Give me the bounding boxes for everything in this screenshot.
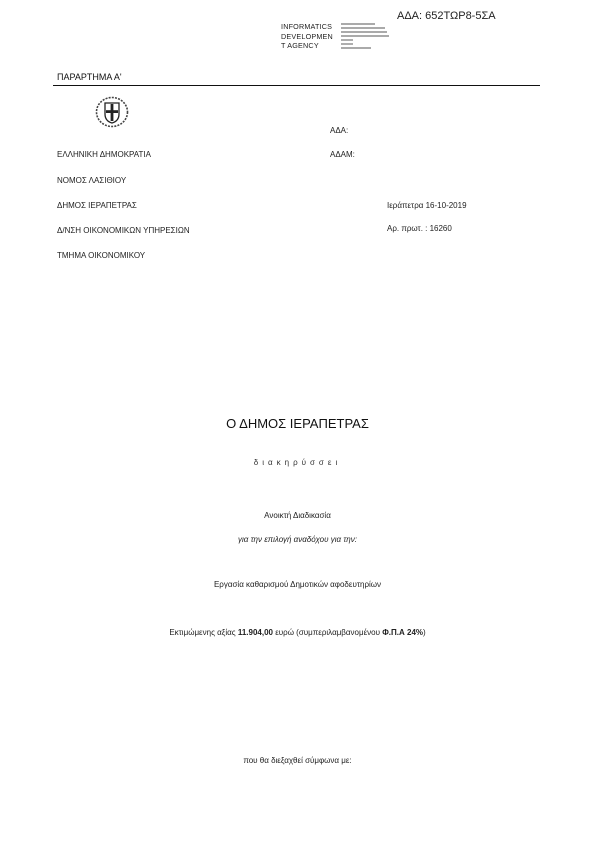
contract-subject: Εργασία καθαρισμού Δημοτικών αφοδευτηρίων	[213, 580, 382, 589]
announces-heading: διακηρύσσει	[253, 458, 342, 467]
ada-stamp: ΑΔΑ: 652ΤΩΡ8-5ΣΑ	[397, 10, 496, 22]
closing-line: που θα διεξαχθεί σύμφωνα με:	[243, 756, 352, 765]
agency-line-2: DEVELOPMEN	[281, 31, 333, 41]
authority-line: ΔΗΜΟΣ ΙΕΡΑΠΕΤΡΑΣ	[57, 201, 137, 210]
value-close: )	[423, 628, 426, 637]
value-prefix: Εκτιμώμενης αξίας	[169, 628, 238, 637]
digital-signature-mark	[341, 22, 401, 54]
authority-line: Δ/ΝΣΗ ΟΙΚΟΝΟΜΙΚΩΝ ΥΠΗΡΕΣΙΩΝ	[57, 226, 190, 235]
greek-coat-of-arms-icon	[95, 96, 129, 128]
purpose-line: για την επιλογή αναδόχου για την:	[238, 535, 357, 544]
authority-line: ΕΛΛΗΝΙΚΗ ΔΗΜΟΚΡΑΤΙΑ	[57, 150, 151, 159]
page-title: Ο ΔΗΜΟΣ ΙΕΡΑΠΕΤΡΑΣ	[226, 416, 369, 431]
estimated-value-line	[0, 628, 595, 637]
value-suffix: ευρώ (συμπεριλαμβανομένου	[273, 628, 383, 637]
authority-line: ΝΟΜΟΣ ΛΑΣΙΘΙΟΥ	[57, 176, 127, 185]
agency-logo-text	[281, 22, 333, 51]
adam-label: ΑΔΑΜ:	[330, 150, 355, 159]
annex-title: ΠΑΡΑΡΤΗΜΑ Α'	[57, 72, 122, 82]
agency-line-1: INFORMATICS	[281, 22, 333, 31]
authority-line: ΤΜΗΜΑ ΟΙΚΟΝΟΜΙΚΟΥ	[57, 251, 146, 260]
agency-line-3: T AGENCY	[281, 41, 319, 50]
protocol-number: Αρ. πρωτ. : 16260	[387, 224, 452, 233]
ada-label: ΑΔΑ:	[330, 126, 349, 135]
value-amount: 11.904,00	[237, 628, 273, 637]
header-divider	[53, 85, 540, 86]
vat-rate: Φ.Π.Α 24%	[382, 628, 424, 637]
document-date: Ιεράπετρα 16-10-2019	[387, 201, 467, 210]
procedure-type: Ανοικτή Διαδικασία	[264, 511, 331, 520]
